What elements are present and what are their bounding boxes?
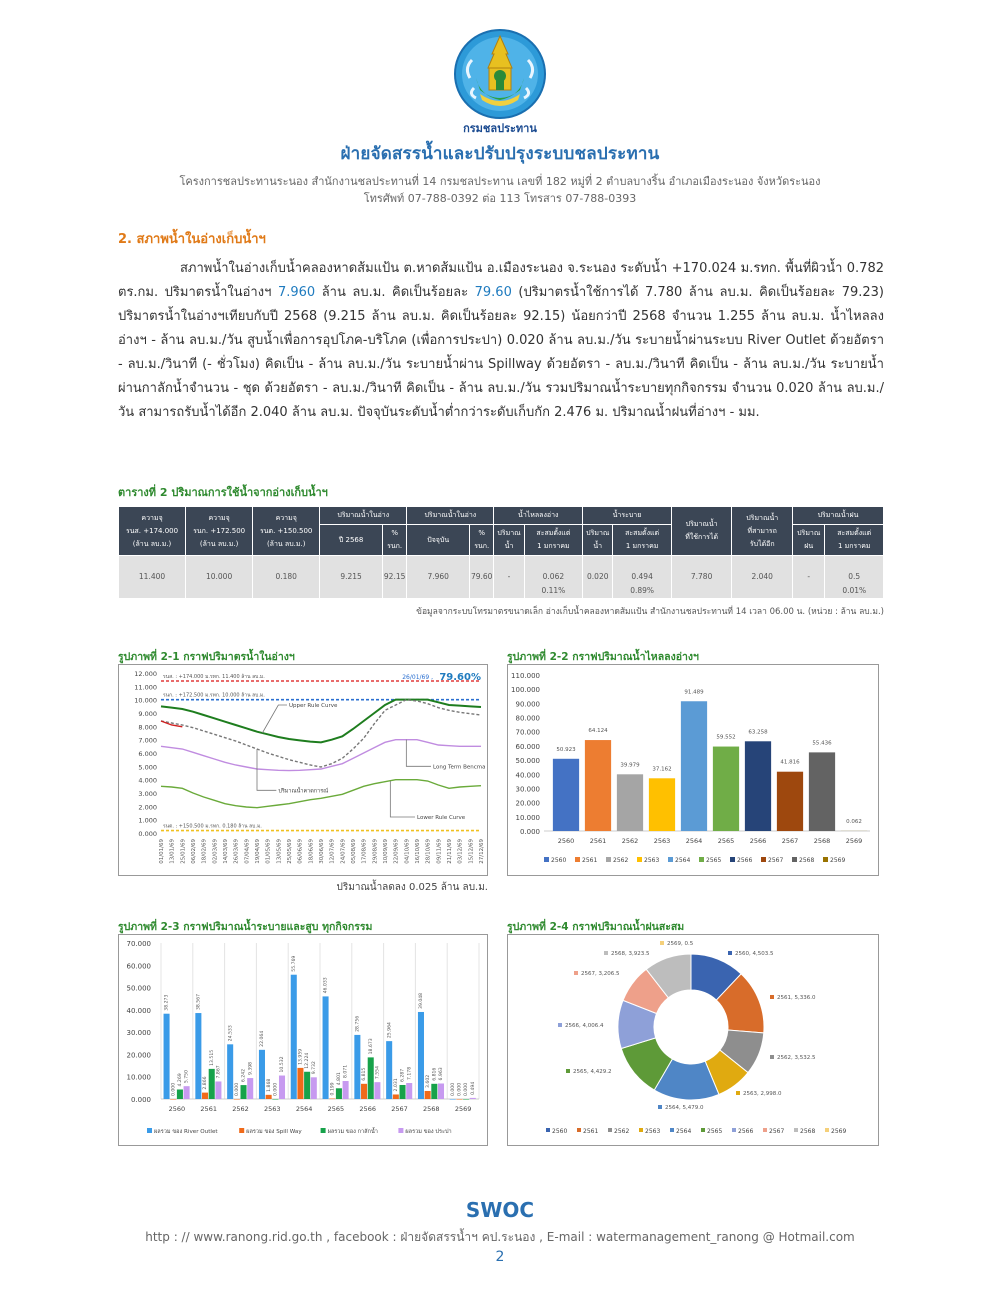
svg-text:2560, 4,503.5: 2560, 4,503.5 — [735, 951, 774, 957]
phone-line: โทรศัพท์ 07-788-0392 ต่อ 113 โทรสาร 07-788-0393 — [363, 192, 637, 205]
svg-text:59.552: 59.552 — [716, 734, 736, 741]
svg-text:40.000: 40.000 — [126, 1006, 151, 1015]
svg-text:28.756: 28.756 — [355, 1015, 361, 1032]
page-footer — [0, 1198, 1000, 1265]
svg-text:2565: 2565 — [706, 857, 722, 864]
svg-text:29/08/69: 29/08/69 — [372, 839, 379, 864]
svg-text:13.959: 13.959 — [298, 1048, 304, 1065]
svg-text:2562: 2562 — [232, 1105, 249, 1113]
reservoir-status-paragraph — [118, 257, 884, 425]
svg-text:38.273: 38.273 — [164, 994, 170, 1011]
svg-text:Lower Rule Curve: Lower Rule Curve — [417, 815, 466, 821]
svg-text:0.000: 0.000 — [457, 1082, 463, 1096]
svg-text:0.000: 0.000 — [171, 1082, 177, 1096]
svg-text:06/06/69: 06/06/69 — [297, 839, 304, 864]
svg-text:2563, 2,998.0: 2563, 2,998.0 — [743, 1091, 782, 1097]
svg-text:0.000: 0.000 — [450, 1082, 456, 1096]
svg-text:05/08/69: 05/08/69 — [351, 839, 357, 864]
svg-text:0.000: 0.000 — [138, 830, 157, 838]
svg-text:13/05/69: 13/05/69 — [276, 839, 283, 864]
chart-2-3-title: รูปภาพที่ 2-3 กราฟปริมาณน้ำระบายและสูบ ทุกกิจกรรม — [118, 921, 373, 933]
reservoir-section — [118, 228, 884, 425]
svg-text:2564: 2564 — [685, 837, 703, 845]
grouped-bar-chart-svg — [119, 935, 486, 1144]
svg-text:4.269: 4.269 — [178, 1073, 184, 1087]
svg-text:2561: 2561 — [589, 837, 607, 845]
svg-text:2564, 5,479.0: 2564, 5,479.0 — [665, 1105, 704, 1111]
svg-text:21/11/69: 21/11/69 — [447, 839, 453, 864]
svg-text:ผลรวม ของ Spill Way: ผลรวม ของ Spill Way — [246, 1129, 302, 1135]
svg-text:07/04/69: 07/04/69 — [244, 839, 251, 864]
svg-text:02/03/69: 02/03/69 — [212, 839, 219, 864]
svg-text:2562: 2562 — [614, 1128, 630, 1135]
svg-text:63.258: 63.258 — [748, 729, 768, 736]
page-header — [0, 0, 1000, 207]
svg-text:2562, 3,532.5: 2562, 3,532.5 — [777, 1055, 816, 1061]
svg-text:70.000: 70.000 — [126, 940, 151, 948]
svg-text:2567: 2567 — [391, 1105, 408, 1113]
svg-text:60.000: 60.000 — [515, 742, 540, 751]
svg-text:50.000: 50.000 — [515, 757, 540, 766]
svg-text:04/10/69: 04/10/69 — [404, 839, 411, 864]
svg-text:รนส. : +174.000 ม.รทก. 11.400: รนส. : +174.000 ม.รทก. 11.400 ล้าน ลบ.ม. — [163, 674, 265, 680]
svg-text:2569: 2569 — [454, 1105, 472, 1113]
svg-text:10/09/69: 10/09/69 — [383, 839, 389, 864]
svg-text:7.867: 7.867 — [216, 1065, 222, 1079]
svg-text:64.124: 64.124 — [588, 728, 608, 735]
svg-text:กรมชลประทาน: กรมชลประทาน — [463, 122, 537, 135]
svg-text:100.000: 100.000 — [511, 686, 540, 695]
svg-text:12.224: 12.224 — [305, 1052, 311, 1069]
svg-text:39.979: 39.979 — [620, 762, 640, 769]
chart-2-2-title: รูปภาพที่ 2-2 กราฟปริมาณน้ำไหลลงอ่างฯ — [507, 651, 699, 663]
svg-text:0.000: 0.000 — [273, 1082, 279, 1096]
svg-text:2564: 2564 — [295, 1105, 313, 1113]
org-address — [0, 173, 1000, 207]
svg-text:3.602: 3.602 — [425, 1074, 431, 1088]
svg-text:2565: 2565 — [707, 1128, 723, 1135]
chart-2-4-rainfall-donut — [507, 934, 879, 1146]
svg-text:16/10/69: 16/10/69 — [415, 839, 421, 864]
svg-text:0.000: 0.000 — [464, 1082, 470, 1096]
svg-text:26/03/69: 26/03/69 — [233, 839, 240, 864]
svg-text:5.000: 5.000 — [138, 763, 157, 772]
svg-text:06/02/69: 06/02/69 — [191, 839, 197, 864]
chart-2-2-inflow-bar — [507, 664, 879, 876]
page-number: 2 — [495, 1249, 505, 1265]
svg-text:2565, 4,429.2: 2565, 4,429.2 — [573, 1069, 612, 1075]
svg-text:9.000: 9.000 — [138, 710, 157, 718]
svg-text:18/02/69: 18/02/69 — [201, 839, 208, 864]
svg-text:20.000: 20.000 — [126, 1051, 151, 1060]
address-line: โครงการชลประทานระนอง สำนักงานชลประทานที่ 14 กรมชลประทาน เลขที่ 182 หมู่ที่ 2 ตำบลบางริ้น อำเภอเมืองระนอง จังหวัดระนอง — [179, 175, 821, 188]
svg-text:0.000: 0.000 — [519, 828, 540, 836]
svg-text:3.000: 3.000 — [138, 790, 157, 798]
svg-text:90.000: 90.000 — [515, 700, 540, 709]
svg-text:50.000: 50.000 — [126, 984, 151, 993]
svg-text:24.533: 24.533 — [228, 1025, 234, 1042]
svg-text:5.750: 5.750 — [184, 1070, 190, 1084]
chart-2-1-footnote: ปริมาณน้ำลดลง 0.025 ล้าน ลบ.ม. — [336, 882, 488, 893]
svg-text:2560: 2560 — [168, 1105, 186, 1113]
svg-text:01/01/69: 01/01/69 — [159, 839, 165, 864]
svg-text:2560: 2560 — [552, 1128, 568, 1135]
svg-text:30.000: 30.000 — [126, 1029, 151, 1038]
swoc-brand: SWOC — [465, 1198, 535, 1222]
svg-text:2562: 2562 — [621, 837, 639, 845]
svg-text:6.963: 6.963 — [439, 1067, 445, 1081]
section-title: 2. สภาพน้ำในอ่างเก็บน้ำฯ — [118, 232, 266, 247]
svg-text:25/01/69: 25/01/69 — [180, 839, 187, 864]
svg-text:2566: 2566 — [749, 837, 767, 845]
svg-text:11.000: 11.000 — [134, 683, 157, 692]
svg-text:25/05/69: 25/05/69 — [287, 839, 293, 864]
svg-text:70.000: 70.000 — [515, 728, 540, 737]
svg-text:22/09/69: 22/09/69 — [393, 839, 400, 864]
svg-text:37.162: 37.162 — [652, 766, 672, 773]
chart-2-3-release-bar — [118, 934, 488, 1146]
svg-text:รนต. : +150.500 ม.รทก. 0.180 ล: รนต. : +150.500 ม.รทก. 0.180 ล้าน ลบ.ม. — [163, 823, 262, 830]
svg-text:2569: 2569 — [845, 837, 863, 845]
svg-text:20.000: 20.000 — [515, 799, 540, 808]
svg-text:2569: 2569 — [831, 1128, 847, 1135]
svg-text:40.000: 40.000 — [515, 771, 540, 780]
svg-text:50.923: 50.923 — [556, 746, 576, 753]
svg-text:2562: 2562 — [613, 857, 629, 864]
svg-text:7.554: 7.554 — [375, 1066, 381, 1080]
svg-text:30.000: 30.000 — [515, 785, 540, 794]
svg-text:0.000: 0.000 — [234, 1082, 240, 1096]
svg-text:2563: 2563 — [653, 837, 671, 845]
svg-text:28/10/69: 28/10/69 — [425, 839, 432, 864]
svg-text:2567: 2567 — [781, 837, 799, 845]
svg-text:18/06/69: 18/06/69 — [308, 839, 315, 864]
chart-2-1-storage-line — [118, 664, 488, 876]
donut-chart-svg — [508, 935, 877, 1144]
svg-text:55.436: 55.436 — [812, 740, 832, 747]
svg-text:2.031: 2.031 — [393, 1078, 399, 1092]
svg-text:2561: 2561 — [583, 1128, 599, 1135]
svg-text:Upper Rule Curve: Upper Rule Curve — [289, 703, 338, 709]
svg-text:0.000: 0.000 — [130, 1096, 151, 1104]
svg-text:8.071: 8.071 — [343, 1064, 349, 1079]
svg-text:2561: 2561 — [200, 1105, 217, 1113]
usage-table-section — [118, 483, 884, 618]
svg-text:ปริมาณน้ำคาดการณ์: ปริมาณน้ำคาดการณ์ — [278, 788, 329, 795]
svg-text:ผลรวม ของ River Outlet: ผลรวม ของ River Outlet — [154, 1129, 218, 1135]
svg-text:2568: 2568 — [423, 1105, 440, 1113]
volume-value: 7.960 — [277, 285, 316, 300]
svg-text:26/01/69 ,: 26/01/69 , — [402, 674, 433, 681]
svg-text:2569: 2569 — [830, 857, 846, 864]
svg-text:6.287: 6.287 — [400, 1068, 406, 1082]
svg-text:09/11/69: 09/11/69 — [436, 839, 443, 864]
svg-text:13/01/69: 13/01/69 — [169, 839, 176, 864]
svg-text:10.532: 10.532 — [280, 1056, 286, 1073]
svg-text:27/12/69: 27/12/69 — [479, 839, 485, 864]
water-usage-table: ความจุ รนส. +174.000 (ล้าน ลบ.ม.) ความจุ รนก. +172.500 (ล้าน ลบ.ม.) ความจุ รนต. +150.500 (ล้าน ลบ.ม.) ปริมาณน้ำในอ่าง ปริมาณน้ำในอ่าง น้ำไหลลงอ่าง น้ำระบาย ปริมาณน้ำ ที่ใช้การได้ ปริมาณน้ำ ที่สามารถ รับได้อีก ปริมาณน้ำฝน ปี 2568 % รนก. ปัจจุบัน % รนก. ปริมาณ น้ำ สะสมตั้งแต่ 1 มกราคม ปริมาณ น้ำ สะสมตั้งแต่ 1 มกราคม ปริมาณ ฝน สะสมตั้งแต่ 1 มกราคม 11.400 10.000 0.180 9.215 92.15 7.960 79.60 - 0.062 0.11% 0.020 0.494 0.89% 7.780 2.040 - 0.5 0.01% — [118, 506, 884, 599]
svg-text:2564: 2564 — [676, 1128, 692, 1135]
svg-text:10.000: 10.000 — [134, 696, 157, 705]
svg-text:2566, 4,006.4: 2566, 4,006.4 — [565, 1023, 604, 1029]
para-text: ล้าน ลบ.ม. คิดเป็นร้อยละ — [315, 285, 475, 300]
svg-text:รนก. : +172.500 ม.รทก. 10.000: รนก. : +172.500 ม.รทก. 10.000 ล้าน ลบ.ม. — [163, 692, 265, 699]
chart-2-1-title: รูปภาพที่ 2-1 กราฟปริมาตรน้ำในอ่างฯ — [118, 651, 295, 663]
svg-text:ผลรวม ของ ประปา: ผลรวม ของ ประปา — [405, 1129, 452, 1135]
percent-value: 79.60 — [474, 285, 512, 300]
rid-emblem-icon — [450, 28, 550, 138]
svg-text:9.732: 9.732 — [311, 1061, 317, 1075]
svg-text:15/12/69: 15/12/69 — [468, 839, 475, 864]
svg-text:2560: 2560 — [557, 837, 575, 845]
svg-text:2565: 2565 — [717, 837, 735, 845]
svg-text:79.60%: 79.60% — [439, 672, 481, 683]
contact-links[interactable]: http : // www.ranong.rid.go.th , facebook : ฝ่ายจัดสรรน้ำฯ คป.ระนอง , E-mail : watermanagement_ranong @ Hotmail.com — [145, 1230, 855, 1244]
svg-text:8.000: 8.000 — [138, 723, 157, 732]
svg-text:2563: 2563 — [644, 857, 660, 864]
svg-text:0.199: 0.199 — [330, 1082, 336, 1096]
org-title: ฝ่ายจัดสรรน้ำและปรับปรุงระบบชลประทาน — [340, 144, 660, 164]
svg-text:2560: 2560 — [551, 857, 567, 864]
svg-text:2567: 2567 — [769, 1128, 785, 1135]
svg-text:7.000: 7.000 — [138, 736, 157, 745]
line-chart-svg — [119, 665, 486, 874]
svg-text:2569, 0.5: 2569, 0.5 — [667, 941, 694, 947]
svg-text:0.494: 0.494 — [470, 1081, 476, 1095]
svg-text:12/07/69: 12/07/69 — [329, 839, 336, 864]
svg-text:6.816: 6.816 — [432, 1067, 438, 1081]
svg-text:2563: 2563 — [264, 1105, 281, 1113]
svg-text:2.866: 2.866 — [203, 1076, 209, 1090]
svg-text:110.000: 110.000 — [511, 672, 540, 680]
svg-text:2.000: 2.000 — [138, 803, 157, 812]
svg-text:17/08/69: 17/08/69 — [361, 839, 368, 864]
svg-text:46.033: 46.033 — [323, 977, 329, 994]
svg-text:2563: 2563 — [645, 1128, 661, 1135]
svg-text:2564: 2564 — [675, 857, 691, 864]
svg-text:2568: 2568 — [800, 1128, 816, 1135]
svg-text:1.868: 1.868 — [266, 1078, 272, 1092]
svg-text:2566: 2566 — [737, 857, 753, 864]
rid-logo — [450, 28, 550, 135]
svg-text:Long Term Bencmark: Long Term Bencmark — [433, 764, 486, 771]
svg-text:9.398: 9.398 — [248, 1061, 254, 1076]
svg-text:55.769: 55.769 — [291, 955, 297, 972]
svg-text:2561, 5,336.0: 2561, 5,336.0 — [777, 995, 816, 1001]
svg-text:2566: 2566 — [359, 1105, 376, 1113]
svg-text:80.000: 80.000 — [515, 714, 540, 723]
svg-text:91.489: 91.489 — [684, 689, 704, 696]
svg-text:24/07/69: 24/07/69 — [340, 839, 347, 864]
table-row: 11.400 10.000 0.180 9.215 92.15 7.960 79.60 - 0.062 0.11% 0.020 0.494 0.89% 7.780 2.040 - 0.5 0.01% — [119, 556, 884, 599]
svg-text:2568: 2568 — [799, 857, 815, 864]
svg-text:22.064: 22.064 — [260, 1030, 266, 1047]
para-text: (ปริมาตรน้ำใช้การได้ 7.780 ล้าน ลบ.ม. คิดเป็นร้อยละ 79.23) ปริมาตรน้ำในอ่างฯเทียบกับปี 2568 (9.215 ล้าน ลบ.ม. คิดเป็นร้อยละ 92.15) น้อยกว่าปี 2568 จำนวน 1.255 ล้าน ลบ.ม. น้ำไหลลงอ่างฯ - ล้าน ลบ.ม./วัน สูบน้ำเพื่อการอุปโภค-บริโภค (เพื่อการประปา) 0.020 ล้าน ลบ.ม./วัน ระบายน้ำผ่านระบบ River Outlet ด้วยอัตรา - ลบ.ม./วินาที (- ชั่วโมง) คิดเป็น - ล้าน ลบ.ม./วัน ระบายน้ำผ่าน Spillway ด้วยอัตรา - ลบ.ม./วินาที คิดเป็น - ล้าน ลบ.ม./วัน ระบายน้ำผ่านกาลักน้ำจำนวน - ชุด ด้วยอัตรา - ลบ.ม./วินาที คิดเป็น - ล้าน ลบ.ม./วัน รวมปริมาณน้ำระบายทุกกิจกรรม จำนวน 0.020 ล้าน ลบ.ม./วัน สามารถรับน้ำได้อีก 2.040 ล้าน ลบ.ม. ปัจจุบันระดับน้ำต่ำกว่าระดับเก็บกัก 2.476 ม. ปริมาณน้ำฝนที่อ่างฯ - มม. — [118, 285, 884, 420]
svg-text:13.515: 13.515 — [209, 1049, 215, 1066]
svg-text:7.178: 7.178 — [407, 1066, 413, 1081]
svg-text:2566: 2566 — [738, 1128, 754, 1135]
svg-text:25.964: 25.964 — [387, 1022, 393, 1039]
svg-text:4.801: 4.801 — [337, 1072, 343, 1086]
svg-text:30/06/69: 30/06/69 — [319, 839, 325, 864]
bar-chart-svg — [508, 665, 877, 874]
svg-text:10.000: 10.000 — [126, 1073, 151, 1082]
svg-text:0.062: 0.062 — [846, 818, 862, 825]
svg-text:2561: 2561 — [582, 857, 598, 864]
svg-text:01/05/69: 01/05/69 — [265, 839, 272, 864]
svg-text:03/12/69: 03/12/69 — [457, 839, 464, 864]
svg-text:2567: 2567 — [768, 857, 784, 864]
svg-text:6.815: 6.815 — [362, 1067, 368, 1081]
svg-text:4.000: 4.000 — [138, 776, 157, 785]
svg-text:6.242: 6.242 — [241, 1068, 247, 1083]
svg-text:2568: 2568 — [813, 837, 831, 845]
svg-text:19/04/69: 19/04/69 — [255, 839, 261, 864]
svg-text:41.816: 41.816 — [780, 759, 800, 766]
table-source-note: ข้อมูลจากระบบโทรมาตรขนาดเล็ก อ่างเก็บน้ำคลองหาดส้มแป้น สำนักงานชลประทานที่ 14 เวลา 06.00 น. (หน่วย : ล้าน ลบ.ม.) — [416, 607, 884, 617]
svg-text:1.000: 1.000 — [138, 816, 157, 825]
svg-text:2567, 3,206.5: 2567, 3,206.5 — [581, 971, 620, 977]
table-title: ตารางที่ 2 ปริมาณการใช้น้ำจากอ่างเก็บน้ำฯ — [118, 486, 328, 499]
svg-text:2565: 2565 — [327, 1105, 345, 1113]
svg-text:6.000: 6.000 — [138, 750, 157, 758]
svg-text:12.000: 12.000 — [134, 670, 157, 678]
svg-text:10.000: 10.000 — [515, 813, 540, 822]
para-text: สภาพน้ำในอ่างเก็บน้ำคลองหาดส้มแป้น ต.หาดส้มแป้น อ.เมืองระนอง จ.ระนอง ระดับน้ำ +170.024 ม.รทก. พื้นที่ผิวน้ำ 0.782 ตร.กม. ปริมาตรน้ำในอ่างฯ — [118, 261, 884, 300]
svg-text:14/03/69: 14/03/69 — [223, 839, 229, 864]
svg-text:18.673: 18.673 — [368, 1038, 374, 1055]
svg-text:39.048: 39.048 — [419, 992, 425, 1009]
svg-text:38.567: 38.567 — [196, 993, 202, 1011]
svg-text:2568, 3,923.5: 2568, 3,923.5 — [611, 951, 650, 957]
svg-text:60.000: 60.000 — [126, 962, 151, 971]
svg-text:ผลรวม ของ กาลักน้ำ: ผลรวม ของ กาลักน้ำ — [327, 1129, 378, 1135]
chart-2-4-title: รูปภาพที่ 2-4 กราฟปริมาณน้ำฝนสะสม — [507, 921, 685, 933]
